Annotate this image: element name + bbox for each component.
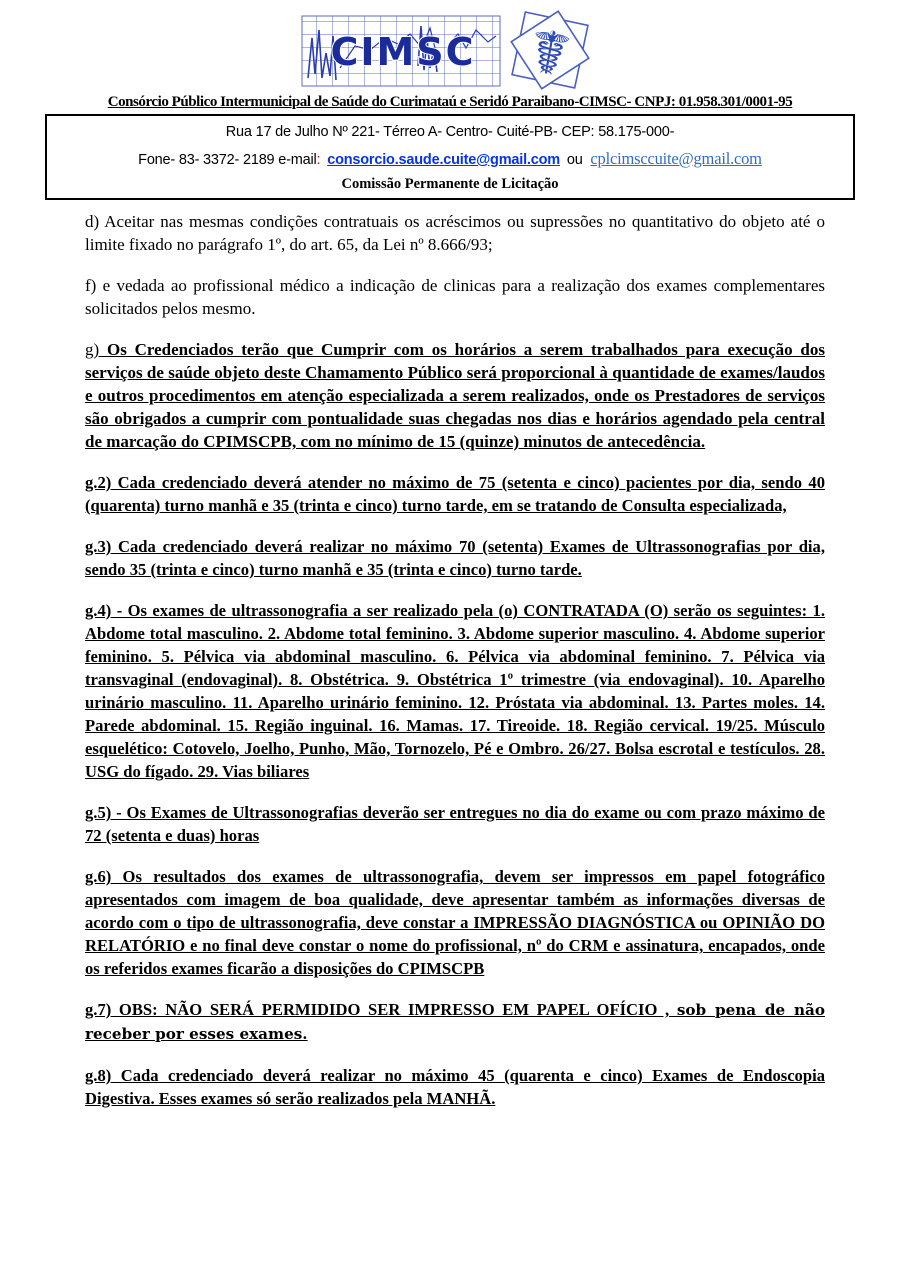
clause-g8: g.8) Cada credenciado deverá realizar no máximo 45 (quarenta e cinco) Exames de Endoscopia Digestiva. Esses exames só serão realizados pela MANHÃ. — [85, 1066, 825, 1108]
clause-g3: g.3) Cada credenciado deverá realizar no máximo 70 (setenta) Exames de Ultrassonografias por dia, sendo 35 (trinta e cinco) turno manhã e 35 (trinta e cinco) turno tarde. — [85, 537, 825, 579]
committee-line: Comissão Permanente de Licitação — [341, 176, 559, 192]
caduceus-icon: ☤ — [523, 15, 576, 92]
logo-acronym: CIMSC — [330, 30, 476, 74]
cimsc-logo — [300, 8, 600, 92]
address-line: Rua 17 de Julho Nº 221- Térreo A- Centro- Cuité-PB- CEP: 58.175-000- — [225, 124, 675, 140]
email-colon: : — [316, 152, 321, 168]
clause-g-text: Os Credenciados terão que Cumprir com os horários a serem trabalhados para execução dos serviços de saúde objeto deste Chamamento Público será proporcional à quantidade de exames/laudos e outros procedimentos em atenção especializada a serem realizados, onde os Prestadores de serviços são obrigados a cumprir com pontualidade suas chegadas nos dias e horários agendado pela central de marcação do CPIMSCPB, com no mínimo de 15 (quinze) minutos de antecedência. — [85, 340, 825, 451]
email-link-secondary[interactable]: cplcimsccuite@gmail.com — [590, 149, 762, 168]
clause-g2: g.2) Cada credenciado deverá atender no máximo de 75 (setenta e cinco) pacientes por dia, sendo 40 (quarenta) turno manhã e 35 (trinta e cinco) turno tarde, em se tratando de Consulta especializada, — [85, 473, 825, 515]
header-info-box — [45, 114, 855, 200]
email-link-primary[interactable]: consorcio.saude.cuite@gmail.com — [327, 152, 560, 168]
clause-g5: g.5) - Os Exames de Ultrassonografias deverão ser entregues no dia do exame ou com prazo máximo de 72 (setenta e duas) horas — [85, 803, 825, 845]
document-body — [0, 200, 900, 1110]
phone-email-line — [55, 149, 845, 169]
clause-d: d) Aceitar nas mesmas condições contratuais os acréscimos ou supressões no quantitativo do objeto até o limite fixado no parágrafo 1º, do art. 65, da Lei nº 8.666/93; — [85, 212, 825, 254]
clause-g6: g.6) Os resultados dos exames de ultrassonografia, devem ser impressos em papel fotográfico apresentados com imagem de boa qualidade, deve apresentar também as informações diversas de acordo com o tipo de ultrassonografia, deve constar a IMPRESSÃO DIAGNÓSTICA ou OPINIÃO DO RELATÓRIO e no final deve constar o nome do profissional, nº do CRM e assinatura, encapados, onde os referidos exames ficarão a disposições do CPIMSCPB — [85, 867, 825, 978]
clause-g7-main: g.7) OBS: NÃO SERÁ PERMIDIDO SER IMPRESSO EM PAPEL OFÍCIO , — [85, 1000, 677, 1019]
phone-prefix: Fone- 83- 3372- 2189 e-mail — [138, 152, 317, 168]
clause-f: f) e vedada ao profissional médico a indicação de clinicas para a realização dos exames complementares solicitados pelos mesmo. — [85, 276, 825, 318]
email-separator: ou — [566, 152, 583, 168]
clause-g-label: g) — [85, 340, 107, 359]
clause-g7 — [85, 998, 825, 1046]
clause-g7-emphasis: sob pena de não receber por esses exames. — [85, 1001, 825, 1043]
org-title-line: Consórcio Público Intermunicipal de Saúde do Curimataú e Seridó Paraibano-CIMSC- CNPJ: 01.958.301/0001-95 — [107, 94, 793, 110]
header-logo-area — [0, 0, 900, 92]
clause-g — [85, 338, 825, 453]
clause-g4: g.4) - Os exames de ultrassonografia a ser realizado pela (o) CONTRATADA (O) serão os seguintes: 1. Abdome total masculino. 2. Abdome total feminino. 3. Abdome superior masculino. 4. Abdome superior feminino. 5. Pélvica via abdominal masculino. 6. Pélvica via abdominal feminino. 7. Pélvica via transvaginal (endovaginal). 8. Obstétrica. 9. Obstétrica 1º trimestre (via endovaginal). 10. Aparelho urinário masculino. 11. Aparelho urinário feminino. 12. Próstata via abdominal. 13. Partes moles. 14. Parede abdominal. 15. Região inguinal. 16. Mamas. 17. Tireoide. 18. Região cervical. 19/25. Músculo esquelético: Cotovelo, Joelho, Punho, Mão, Tornozelo, Pé e Ombro. 26/27. Bolsa escrotal e testículos. 28. USG do fígado. 29. Vias biliares — [85, 601, 825, 781]
